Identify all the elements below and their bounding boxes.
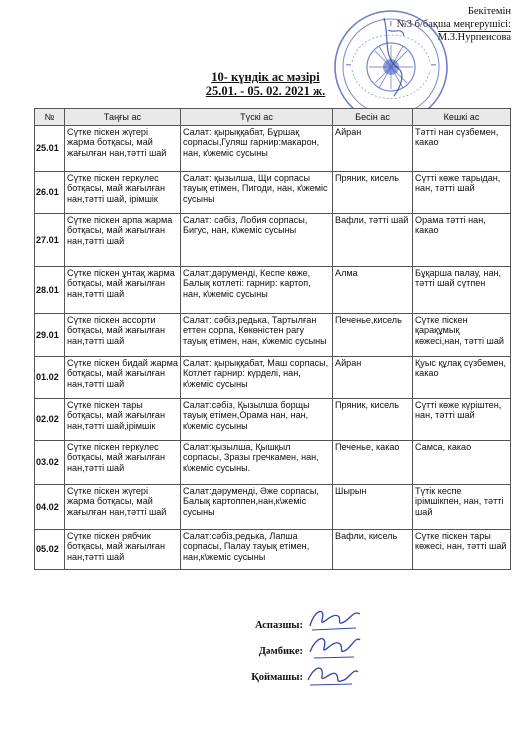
lunch-cell: Салат: сәбіз,редька, Тартылған еттен сорпа, Көкөністен рагу тауық етімен, нан, к\жеміс сусыны [181, 314, 333, 357]
dinner-cell: Самса, какао [413, 441, 511, 485]
dinner-cell: Сүтті көже күріштен, нан, тәтті шай [413, 399, 511, 441]
lunch-cell: Салат: сәбіз, Лобия сорпасы, Бигус, нан, к\жеміс сусыны [181, 214, 333, 267]
row-date: 25.01 [35, 126, 65, 172]
row-date: 05.02 [35, 530, 65, 570]
dinner-cell: Тәтті нан сүзбемен, какао [413, 126, 511, 172]
snack-cell: Алма [333, 267, 413, 314]
row-date: 01.02 [35, 357, 65, 399]
row-date: 27.01 [35, 214, 65, 267]
breakfast-cell: Сүтке піскен тары ботқасы, май жағылған нан,тәтті шай,ірімшік [65, 399, 181, 441]
snack-cell: Пряник, кисель [333, 172, 413, 214]
dinner-cell: Бұқарша палау, нан, тәтті шай сүтпен [413, 267, 511, 314]
snack-cell: Шырын [333, 485, 413, 530]
dinner-cell: Сүтке піскен қарақұмық көжесі,нан, тәтті шай [413, 314, 511, 357]
table-row [35, 485, 511, 530]
lunch-cell: Салат:сәбіз, Қызылша борщы тауық етімен,Орама нан, нан, к\жеміс сусыны [181, 399, 333, 441]
lunch-cell: Салат:қызылша, Қышқыл сорпасы, Зразы гречкамен, нан, к\жеміс сусыны. [181, 441, 333, 485]
row-date: 28.01 [35, 267, 65, 314]
table-row [35, 126, 511, 172]
cook-label: Аспазшы: [254, 620, 303, 631]
snack-cell: Пряник, кисель [333, 399, 413, 441]
header-breakfast: Таңғы ас [65, 109, 181, 126]
dinner-cell: Орама тәтті нан, какао [413, 214, 511, 267]
dinner-cell: Сүтті көже тарыдан, нан, тәтті шай [413, 172, 511, 214]
header-lunch: Түскі ас [181, 109, 333, 126]
menu-title [0, 70, 531, 98]
storekeeper-signature [302, 658, 362, 692]
lunch-cell: Салат:сәбіз,редька, Лапша сорпасы, Палау тауық етімен, нан,к\жеміс сусыны [181, 530, 333, 570]
snack-cell: Печенье, какао [333, 441, 413, 485]
row-date: 04.02 [35, 485, 65, 530]
breakfast-cell: Сүтке піскен геркулес ботқасы, май жағылған нан,тәтті шай [65, 441, 181, 485]
table-row [35, 267, 511, 314]
dinner-cell: Түтік кеспе ірімшікпен, нан, тәтті шай [413, 485, 511, 530]
lunch-cell: Салат:дәрумендi, Кеспе көже, Балық котлеті: гарнир: картоп, нан, к\жеміс сусыны [181, 267, 333, 314]
snack-cell: Айран [333, 357, 413, 399]
table-header-row [35, 109, 511, 126]
table-row [35, 172, 511, 214]
lunch-cell: Салат: қырыққабат, Бұршақ сорпасы,Гуляш гарнир:макарон, нан, к\жеміс сусыны [181, 126, 333, 172]
table-row [35, 314, 511, 357]
header-number: № [35, 109, 65, 126]
breakfast-cell: Сүтке піскен ассорти ботқасы, май жағылған нан,тәтті шай [65, 314, 181, 357]
breakfast-cell: Сүтке піскен жүгері жарма ботқасы, май жағылған нан,тәтті шай [65, 126, 181, 172]
header-snack: Бесін ас [333, 109, 413, 126]
menu-title-line1: 10- күндік ас мәзірі [211, 70, 320, 84]
lunch-cell: Салат:дәрумендi, Әже сорпасы, Балық картоппен,нан,к\жеміс сусыны [181, 485, 333, 530]
table-row [35, 214, 511, 267]
table-row [35, 357, 511, 399]
snack-cell: Вафли, кисель [333, 530, 413, 570]
table-row [35, 441, 511, 485]
breakfast-cell: Сүтке піскен рябчик ботқасы, май жағылған нан,тәтті шай [65, 530, 181, 570]
approval-position: №3 б/бақша меңгерушісі: [396, 18, 511, 30]
header-dinner: Кешкі ас [413, 109, 511, 126]
breakfast-cell: Сүтке піскен жүгері жарма ботқасы, май жағылған нан,тәтті шай [65, 485, 181, 530]
menu-title-dates: 25.01. - 05. 02. 2021 ж. [205, 84, 326, 98]
approver-name: М.З.Нурпеисова [437, 32, 511, 43]
storekeeper-label: Қоймашы: [251, 672, 303, 683]
dinner-cell: Қуыс құлақ сүзбемен, какао [413, 357, 511, 399]
snack-cell: Айран [333, 126, 413, 172]
snack-cell: Вафли, тәтті шай [333, 214, 413, 267]
row-date: 29.01 [35, 314, 65, 357]
breakfast-cell: Сүтке піскен арпа жарма ботқасы, май жағылған нан,тәтті шай [65, 214, 181, 267]
breakfast-cell: Сүтке піскен геркулес ботқасы, май жағылған нан,тәтті шай, ірімшік [65, 172, 181, 214]
dietitian-label: Дәмбике: [258, 646, 303, 657]
menu-table [34, 108, 511, 570]
breakfast-cell: Сүтке піскен бидай жарма ботқасы, май жағылған нан,тәтті шай [65, 357, 181, 399]
breakfast-cell: Сүтке піскен ұнтақ жарма ботқасы, май жағылған нан,тәтті шай [65, 267, 181, 314]
lunch-cell: Салат: қызылша, Щи сорпасы тауық етімен, Пигоди, нан, к\жеміс сусыны [181, 172, 333, 214]
dinner-cell: Сүтке піскен тары көжесі, нан, тәтті шай [413, 530, 511, 570]
row-date: 03.02 [35, 441, 65, 485]
row-date: 26.01 [35, 172, 65, 214]
row-date: 02.02 [35, 399, 65, 441]
table-row [35, 530, 511, 570]
table-row [35, 399, 511, 441]
lunch-cell: Салат: қырыққабат, Маш сорпасы, Котлет гарнир: күрделі, нан, к\жеміс сусыны [181, 357, 333, 399]
approval-title: Бекітемін [467, 6, 511, 17]
snack-cell: Печенье,кисель [333, 314, 413, 357]
